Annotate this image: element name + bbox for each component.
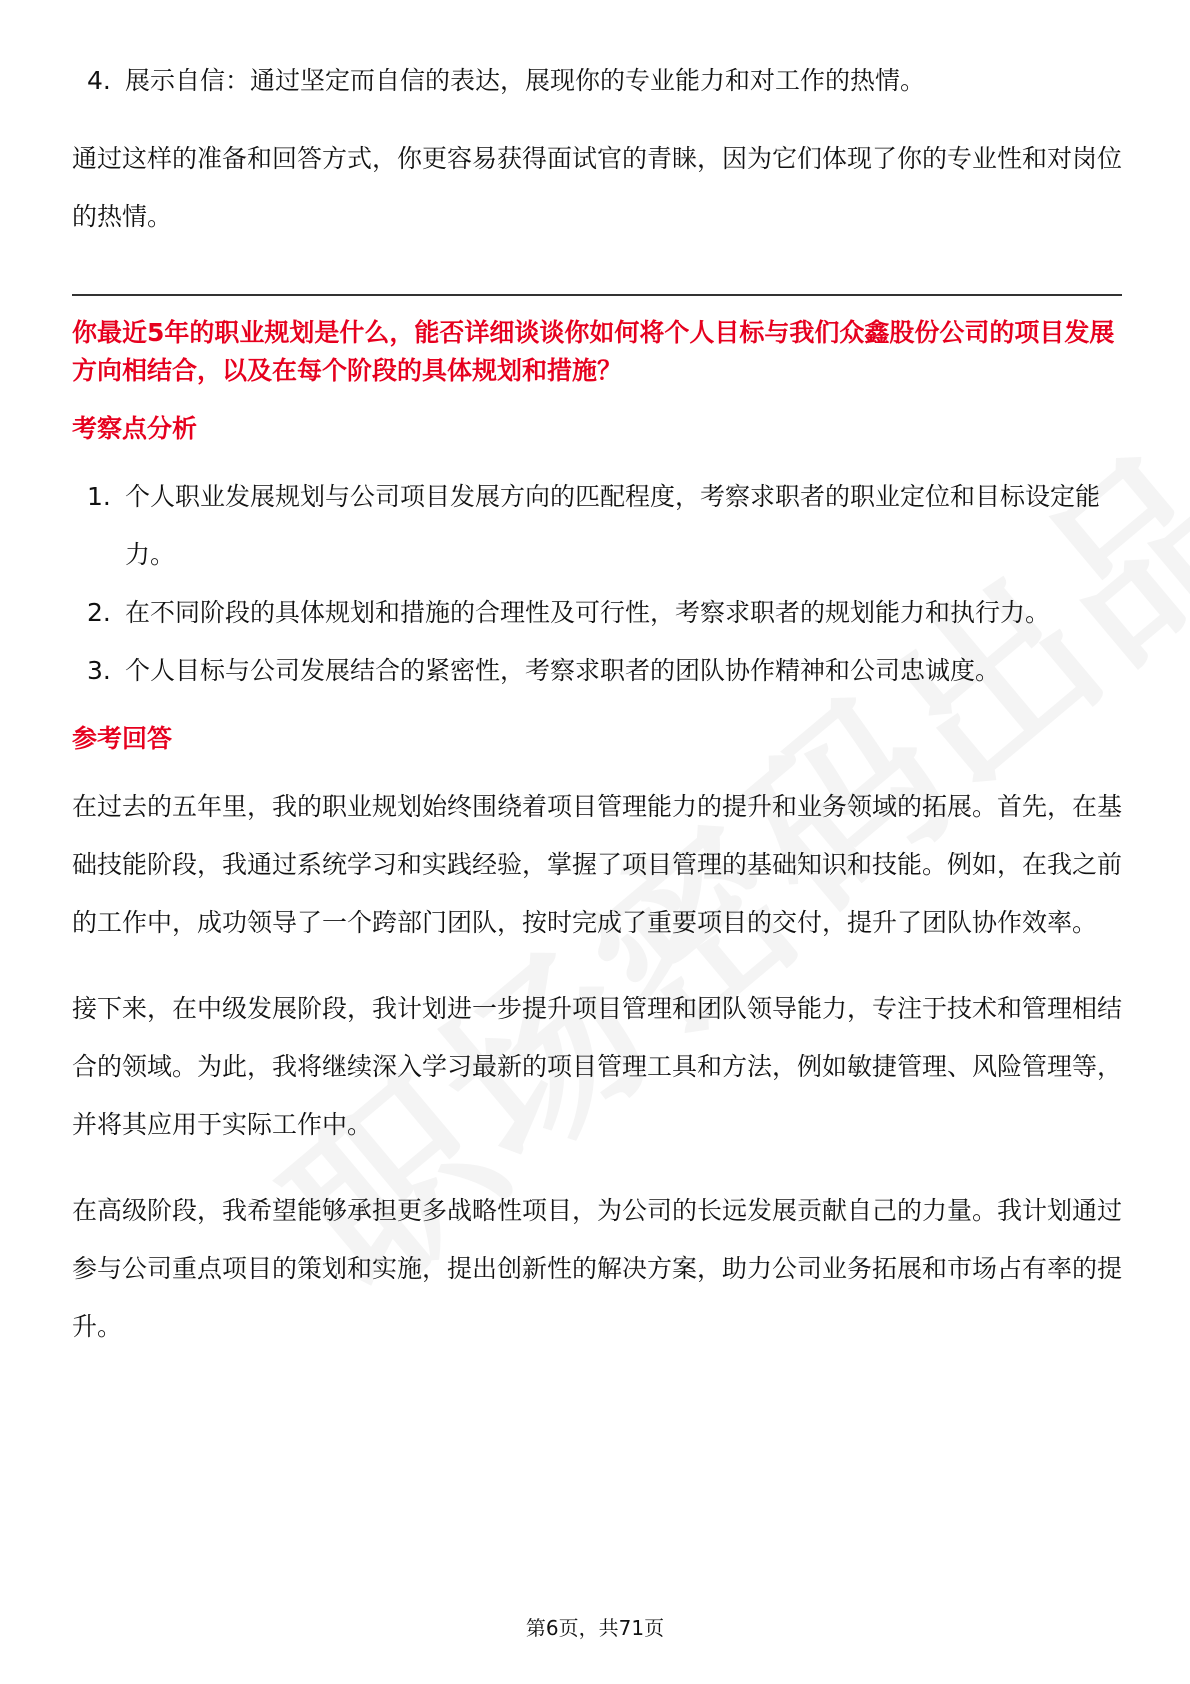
top-paragraph: 通过这样的准备和回答方式，你更容易获得面试官的青睐，因为它们体现了你的专业性和对岗位的热情。 [72,144,1123,231]
list-item-number: 4. [87,66,111,95]
list-item-number: 2. [87,598,111,627]
list-item-number: 1. [87,482,111,511]
interview-question: 你最近5年的职业规划是什么，能否详细谈谈你如何将个人目标与我们众鑫股份公司的项目发展方向相结合，以及在每个阶段的具体规划和措施？ [72,318,1115,385]
list-item [72,642,1122,700]
list-item-text: 个人目标与公司发展结合的紧密性，考察求职者的团队协作精神和公司忠诚度。 [125,656,1001,685]
analysis-list [72,468,1122,700]
answer-paragraph: 接下来，在中级发展阶段，我计划进一步提升项目管理和团队领导能力，专注于技术和管理相结合的领域。为此，我将继续深入学习最新的项目管理工具和方法，例如敏捷管理、风险管理等，并将其应用于实际工作中。 [72,994,1123,1139]
answer-paragraph: 在高级阶段，我希望能够承担更多战略性项目，为公司的长远发展贡献自己的力量。我计划通过参与公司重点项目的策划和实施，提出创新性的解决方案，助力公司业务拓展和市场占有率的提升。 [72,1196,1123,1341]
list-item [72,584,1122,642]
list-item [72,468,1122,584]
list-item [72,52,1122,110]
document-page [72,52,1122,1356]
list-item-text: 展示自信：通过坚定而自信的表达，展现你的专业能力和对工作的热情。 [125,66,926,95]
section-divider [72,294,1122,296]
analysis-heading: 考察点分析 [72,414,198,443]
top-list [72,52,1122,110]
list-item-text: 在不同阶段的具体规划和措施的合理性及可行性，考察求职者的规划能力和执行力。 [125,598,1051,627]
page-number-footer: 第6页，共71页 [525,1616,665,1640]
answer-heading: 参考回答 [72,724,173,753]
answer-paragraph: 在过去的五年里，我的职业规划始终围绕着项目管理能力的提升和业务领域的拓展。首先，在基础技能阶段，我通过系统学习和实践经验，掌握了项目管理的基础知识和技能。例如，在我之前的工作中，成功领导了一个跨部门团队，按时完成了重要项目的交付，提升了团队协作效率。 [72,792,1123,937]
list-item-number: 3. [87,656,111,685]
list-item-text: 个人职业发展规划与公司项目发展方向的匹配程度，考察求职者的职业定位和目标设定能力。 [125,482,1101,569]
